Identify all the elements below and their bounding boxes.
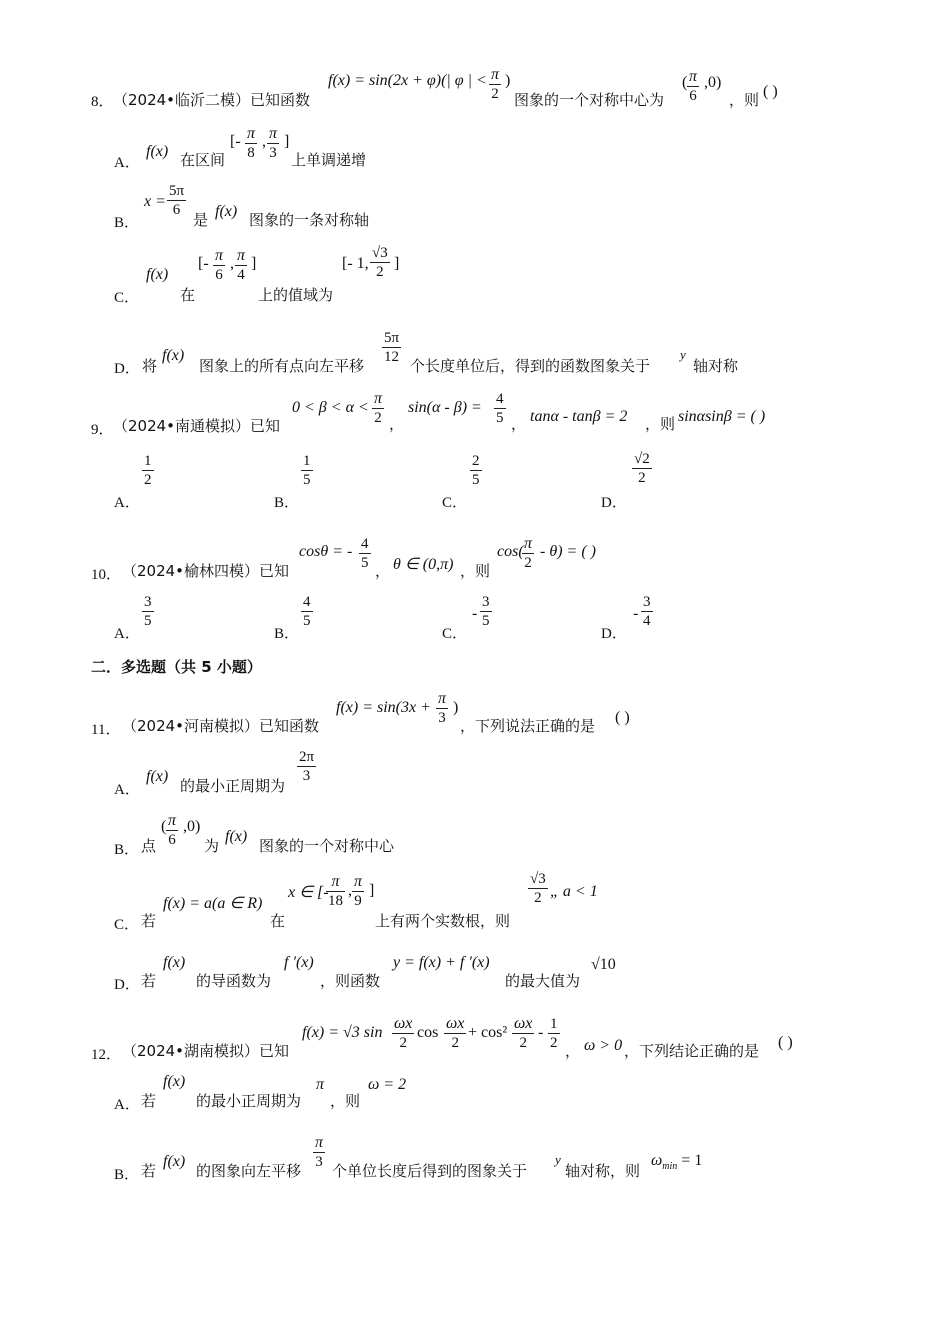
fraction: $\frac{\pi}{3}$ bbox=[315, 1134, 324, 1170]
fraction: $\frac{5\pi}{12}$ bbox=[384, 330, 400, 365]
fraction: $\frac{\omega x}{2}$ bbox=[514, 1015, 533, 1051]
question-number: 8． bbox=[91, 94, 114, 110]
option-b-label: B． bbox=[114, 1167, 140, 1183]
fraction: $\frac{2\pi}{3}$ bbox=[299, 749, 315, 784]
fraction: $\frac{1}{2}$ bbox=[144, 453, 152, 488]
fraction: $\frac{1}{2}$ bbox=[550, 1016, 558, 1051]
question-number: 9． bbox=[91, 422, 114, 438]
fraction: $\frac{√2}{2}$ bbox=[634, 451, 650, 486]
fraction: $\frac{3}{5}$ bbox=[144, 594, 152, 629]
fraction: $\frac{2}{5}$ bbox=[472, 453, 480, 488]
option-a-label: A． bbox=[114, 626, 140, 642]
question-source: （2024•榆林四模）已知 bbox=[122, 562, 290, 580]
option-c-label: C． bbox=[442, 626, 468, 642]
fraction: $\frac{4}{5}$ bbox=[303, 594, 311, 629]
option-a-label: A． bbox=[114, 782, 140, 798]
fraction: $\frac{\pi}{2}$ bbox=[491, 66, 500, 102]
function-expression: f(x) = sin(2x + φ)(| φ | < bbox=[328, 72, 487, 89]
question-number: 10． bbox=[91, 567, 122, 583]
question-source: （2024•湖南模拟）已知 bbox=[122, 1042, 290, 1060]
question-source: （2024•河南模拟）已知函数 bbox=[122, 717, 320, 735]
option-a-label: A． bbox=[114, 1097, 140, 1113]
option-a-label: A． bbox=[114, 155, 140, 171]
section-title: 二．多选题（共 5 小题） bbox=[91, 658, 262, 676]
option-b-label: B． bbox=[274, 495, 300, 511]
answer-blank: ( ) bbox=[778, 1034, 793, 1051]
fraction: $\frac{4}{5}$ bbox=[496, 391, 504, 426]
fraction: $\frac{\pi}{9}$ bbox=[354, 873, 363, 909]
fraction: $\frac{\pi}{18}$ bbox=[328, 873, 343, 909]
fraction: $\frac{\pi}{4}$ bbox=[237, 247, 246, 283]
option-d-label: D． bbox=[114, 977, 140, 993]
option-b-label: B． bbox=[274, 626, 300, 642]
fraction: $\frac{\omega x}{2}$ bbox=[446, 1015, 465, 1051]
fraction: $\frac{4}{5}$ bbox=[361, 536, 369, 571]
option-c-label: C． bbox=[114, 290, 140, 306]
option-a-label: A． bbox=[114, 495, 140, 511]
option-c-label: C． bbox=[442, 495, 468, 511]
fraction: $\frac{√3}{2}$ bbox=[372, 245, 388, 280]
fraction: $\frac{\pi}{2}$ bbox=[524, 535, 533, 571]
option-b-label: B． bbox=[114, 842, 140, 858]
fraction: $\frac{√3}{2}$ bbox=[530, 871, 546, 906]
option-d-label: D． bbox=[114, 361, 140, 377]
fraction: $\frac{\pi}{6}$ bbox=[168, 812, 177, 848]
fraction: $\frac{\omega x}{2}$ bbox=[394, 1015, 413, 1051]
option-c-label: C． bbox=[114, 917, 140, 933]
question-source: （2024•临沂二模）已知函数 bbox=[113, 91, 311, 109]
option-d-label: D． bbox=[601, 626, 627, 642]
omega-min-expression: $\omega_{min} = 1$ bbox=[651, 1152, 703, 1173]
fraction: $\frac{\pi}{3}$ bbox=[269, 125, 278, 161]
fraction: $\frac{\pi}{2}$ bbox=[374, 390, 383, 426]
option-d-label: D． bbox=[601, 495, 627, 511]
fraction: $\frac{\pi}{6}$ bbox=[689, 68, 698, 104]
answer-blank: ( ) bbox=[615, 709, 630, 726]
fraction: $\frac{\pi}{8}$ bbox=[247, 125, 256, 161]
option-b-label: B． bbox=[114, 215, 140, 231]
fraction: $\frac{3}{4}$ bbox=[643, 594, 651, 629]
question-number: 12． bbox=[91, 1047, 122, 1063]
fraction: $\frac{\pi}{3}$ bbox=[438, 690, 447, 726]
answer-blank: ( ) bbox=[763, 83, 778, 100]
fraction: $\frac{\pi}{6}$ bbox=[215, 247, 224, 283]
question-source: （2024•南通模拟）已知 bbox=[113, 417, 281, 435]
fraction: $\frac{3}{5}$ bbox=[482, 594, 490, 629]
fraction: $\frac{5\pi}{6}$ bbox=[169, 183, 185, 218]
question-number: 11． bbox=[91, 722, 121, 738]
fraction: $\frac{1}{5}$ bbox=[303, 453, 311, 488]
